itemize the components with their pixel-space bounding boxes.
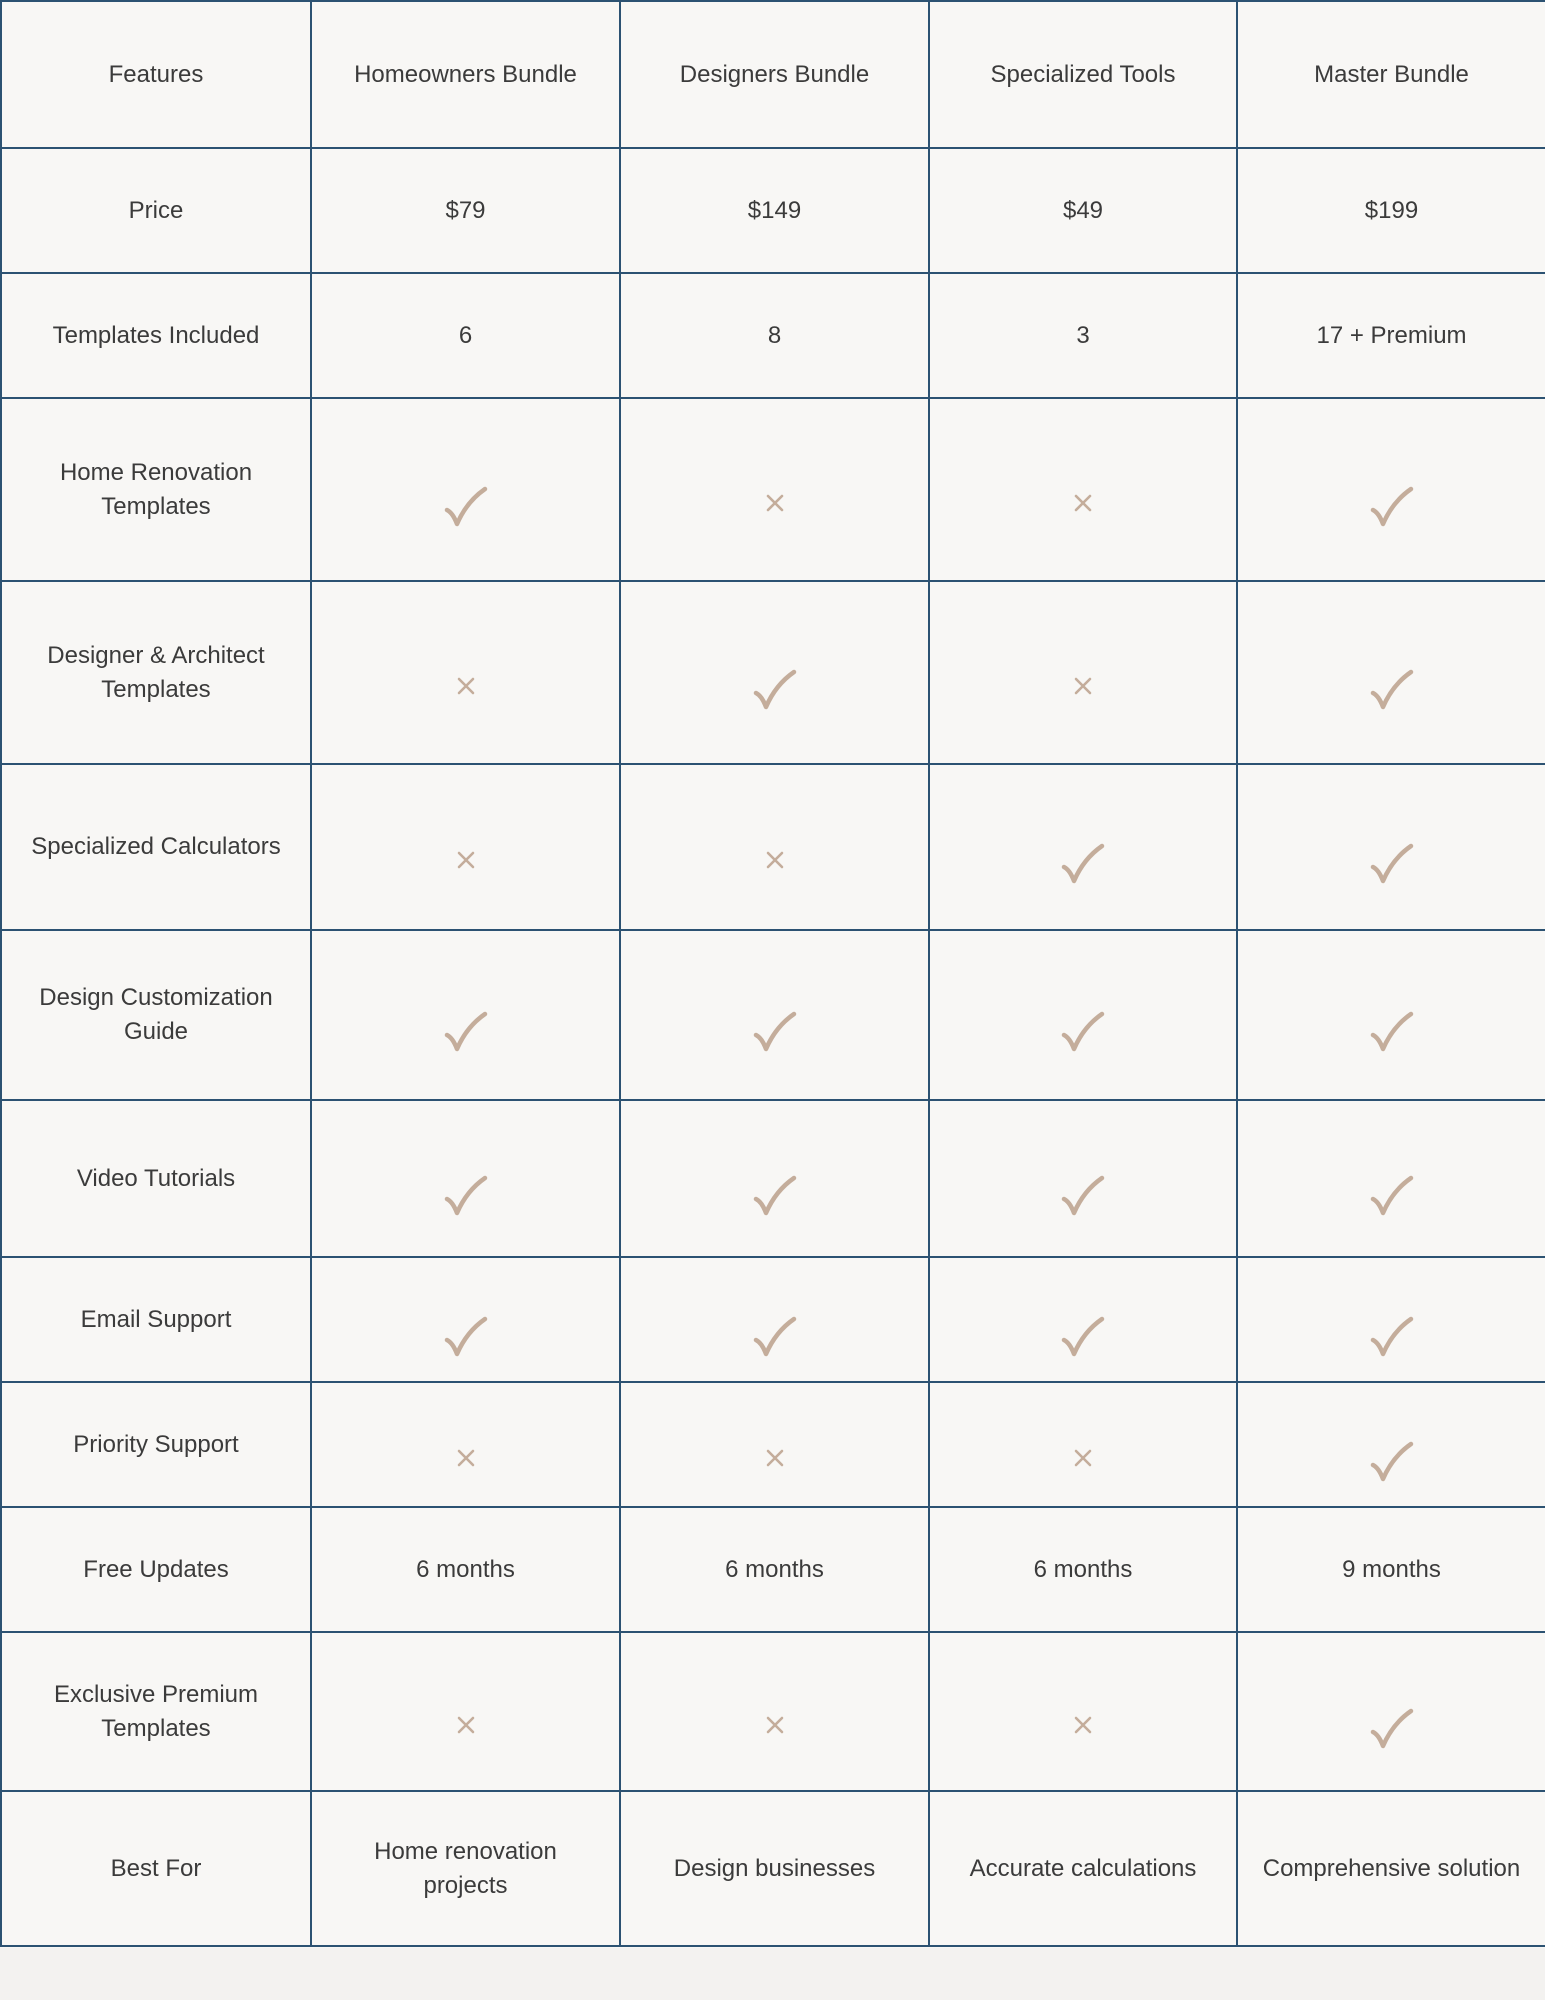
mark-cell <box>929 930 1237 1100</box>
check-icon <box>753 669 797 711</box>
cross-icon <box>456 1715 476 1735</box>
feature-label: Email Support <box>1 1257 311 1382</box>
feature-label: Best For <box>1 1791 311 1946</box>
check-icon <box>1370 1441 1414 1483</box>
mark-cell <box>929 398 1237 581</box>
mark-cell <box>620 764 929 930</box>
feature-label: Free Updates <box>1 1507 311 1632</box>
header-cell-features: Features <box>1 1 311 148</box>
value-cell: $199 <box>1237 148 1545 273</box>
cross-icon <box>765 1715 785 1735</box>
mark-cell <box>1237 764 1545 930</box>
check-icon <box>753 1175 797 1217</box>
feature-label: Designer & Architect Templates <box>1 581 311 764</box>
mark-cell <box>311 1100 620 1257</box>
feature-label: Templates Included <box>1 273 311 398</box>
table-row <box>1 1632 1545 1791</box>
feature-label: Priority Support <box>1 1382 311 1507</box>
header-cell-master-bundle: Master Bundle <box>1237 1 1545 148</box>
check-icon <box>1061 843 1105 885</box>
table-row <box>1 1507 1545 1632</box>
check-icon <box>1061 1175 1105 1217</box>
value-cell: $49 <box>929 148 1237 273</box>
mark-cell <box>1237 1257 1545 1382</box>
mark-cell <box>1237 398 1545 581</box>
mark-cell <box>311 764 620 930</box>
cross-icon <box>456 676 476 696</box>
cross-icon <box>1073 493 1093 513</box>
check-icon <box>444 1175 488 1217</box>
table-row <box>1 1257 1545 1382</box>
header-cell-homeowners-bundle: Homeowners Bundle <box>311 1 620 148</box>
feature-label: Video Tutorials <box>1 1100 311 1257</box>
value-cell: 6 months <box>620 1507 929 1632</box>
header-cell-designers-bundle: Designers Bundle <box>620 1 929 148</box>
value-cell: 6 months <box>311 1507 620 1632</box>
check-icon <box>1370 1011 1414 1053</box>
value-cell: 9 months <box>1237 1507 1545 1632</box>
mark-cell <box>1237 1632 1545 1791</box>
feature-label: Design Customization Guide <box>1 930 311 1100</box>
check-icon <box>753 1316 797 1358</box>
feature-label: Home Renovation Templates <box>1 398 311 581</box>
value-cell: Home renovation projects <box>311 1791 620 1946</box>
check-icon <box>1370 843 1414 885</box>
value-cell: $79 <box>311 148 620 273</box>
check-icon <box>1370 486 1414 528</box>
cross-icon <box>765 1448 785 1468</box>
mark-cell <box>1237 1382 1545 1507</box>
mark-cell <box>929 1382 1237 1507</box>
check-icon <box>1061 1316 1105 1358</box>
mark-cell <box>311 581 620 764</box>
value-cell: 6 months <box>929 1507 1237 1632</box>
value-cell: Design businesses <box>620 1791 929 1946</box>
table-row <box>1 1791 1545 1946</box>
cross-icon <box>1073 676 1093 696</box>
check-icon <box>1370 1316 1414 1358</box>
feature-label: Price <box>1 148 311 273</box>
feature-label: Specialized Calculators <box>1 764 311 930</box>
check-icon <box>444 486 488 528</box>
mark-cell <box>620 1257 929 1382</box>
check-icon <box>1370 1708 1414 1750</box>
mark-cell <box>620 930 929 1100</box>
table-row <box>1 930 1545 1100</box>
table-row <box>1 764 1545 930</box>
value-cell: $149 <box>620 148 929 273</box>
mark-cell <box>311 1382 620 1507</box>
cross-icon <box>765 493 785 513</box>
value-cell: Accurate calculations <box>929 1791 1237 1946</box>
mark-cell <box>929 1257 1237 1382</box>
mark-cell <box>1237 1100 1545 1257</box>
page-bottom-margin <box>0 1948 1545 2000</box>
mark-cell <box>620 1632 929 1791</box>
check-icon <box>753 1011 797 1053</box>
table-row <box>1 148 1545 273</box>
check-icon <box>1370 1175 1414 1217</box>
mark-cell <box>620 1382 929 1507</box>
header-cell-specialized-tools: Specialized Tools <box>929 1 1237 148</box>
mark-cell <box>620 398 929 581</box>
cross-icon <box>1073 1715 1093 1735</box>
mark-cell <box>1237 930 1545 1100</box>
mark-cell <box>929 1632 1237 1791</box>
value-cell: 8 <box>620 273 929 398</box>
header-row <box>1 1 1545 148</box>
check-icon <box>444 1316 488 1358</box>
mark-cell <box>620 581 929 764</box>
value-cell: 6 <box>311 273 620 398</box>
mark-cell <box>311 930 620 1100</box>
check-icon <box>1370 669 1414 711</box>
mark-cell <box>311 1632 620 1791</box>
mark-cell <box>311 398 620 581</box>
check-icon <box>444 1011 488 1053</box>
mark-cell <box>929 1100 1237 1257</box>
mark-cell <box>929 581 1237 764</box>
table-row <box>1 398 1545 581</box>
table-row <box>1 581 1545 764</box>
cross-icon <box>456 850 476 870</box>
table-row <box>1 273 1545 398</box>
value-cell: 3 <box>929 273 1237 398</box>
feature-label: Exclusive Premium Templates <box>1 1632 311 1791</box>
table-row <box>1 1100 1545 1257</box>
mark-cell <box>929 764 1237 930</box>
cross-icon <box>1073 1448 1093 1468</box>
cross-icon <box>456 1448 476 1468</box>
mark-cell <box>620 1100 929 1257</box>
mark-cell <box>1237 581 1545 764</box>
value-cell: 17 + Premium <box>1237 273 1545 398</box>
table-row <box>1 1382 1545 1507</box>
value-cell: Comprehensive solution <box>1237 1791 1545 1946</box>
cross-icon <box>765 850 785 870</box>
mark-cell <box>311 1257 620 1382</box>
check-icon <box>1061 1011 1105 1053</box>
